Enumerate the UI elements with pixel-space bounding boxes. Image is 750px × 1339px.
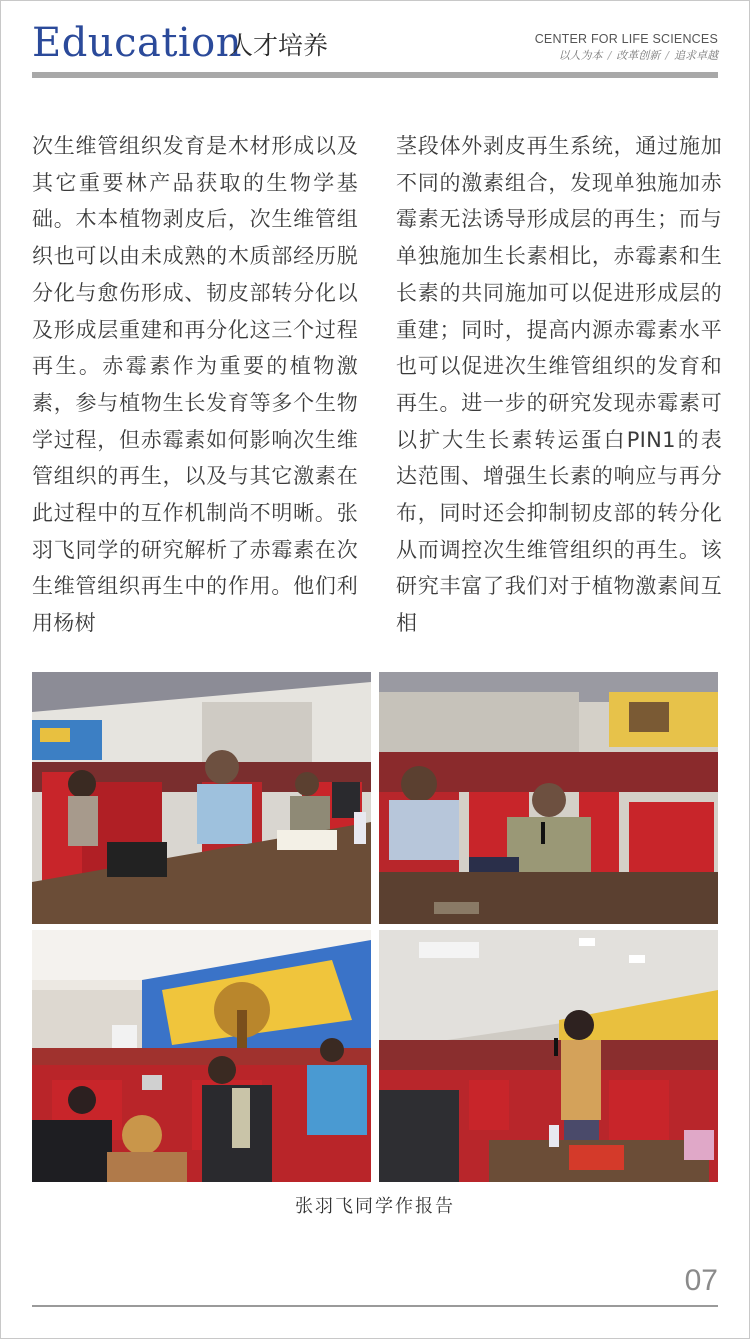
slogan-2: 改革创新	[616, 49, 661, 62]
article-column-right: 茎段体外剥皮再生系统，通过施加不同的激素组合，发现单独施加赤霉素无法诱导形成层的再生；而与单独施加生长素相比，赤霉素和生长素的共同施加可以促进形成层的重建；同时，提高内源赤霉素水平也可以促进次生维管组织的发育和再生。进一步的研究发现赤霉素可以扩大生长素转运蛋白PIN1的表达范围、增强生长素的响应与再分布，同时还会抑制韧皮部的转分化从而调控次生维管组织的再生。该研究丰富了我们对于植物激素间互相	[396, 134, 722, 636]
lecture-hall-photo-3	[32, 930, 371, 1182]
header-rule	[32, 72, 718, 78]
center-name: CENTER FOR LIFE SCIENCES	[534, 32, 718, 46]
slogan-3: 追求卓越	[674, 49, 718, 62]
page-number: 07	[684, 1264, 718, 1297]
slogan-1: 以人为本	[558, 49, 603, 62]
lecture-hall-photo-4	[379, 930, 718, 1182]
lecture-hall-photo-1	[32, 672, 371, 924]
article-column-left: 次生维管组织发育是木材形成以及其它重要林产品获取的生物学基础。木本植物剥皮后，次生维管组织也可以由未成熟的木质部经历脱分化与愈伤形成、韧皮部转分化以及形成层重建和再分化这三个过程再生。赤霉素作为重要的植物激素，参与植物生长发育等多个生物学过程，但赤霉素如何影响次生维管组织的再生，以及与其它激素在此过程中的互作机制尚不明晰。张羽飞同学的研究解析了赤霉素在次生维管组织再生中的作用。他们利用杨树	[32, 134, 358, 636]
lecture-hall-photo-2	[379, 672, 718, 924]
section-title-cn: 人才培养	[228, 31, 329, 60]
footer-rule	[32, 1305, 718, 1307]
section-title-en: Education	[32, 20, 243, 66]
slogan-line: 以人为本 / 改革创新 / 追求卓越	[558, 49, 718, 62]
photo-caption: 张羽飞同学作报告	[295, 1196, 455, 1217]
